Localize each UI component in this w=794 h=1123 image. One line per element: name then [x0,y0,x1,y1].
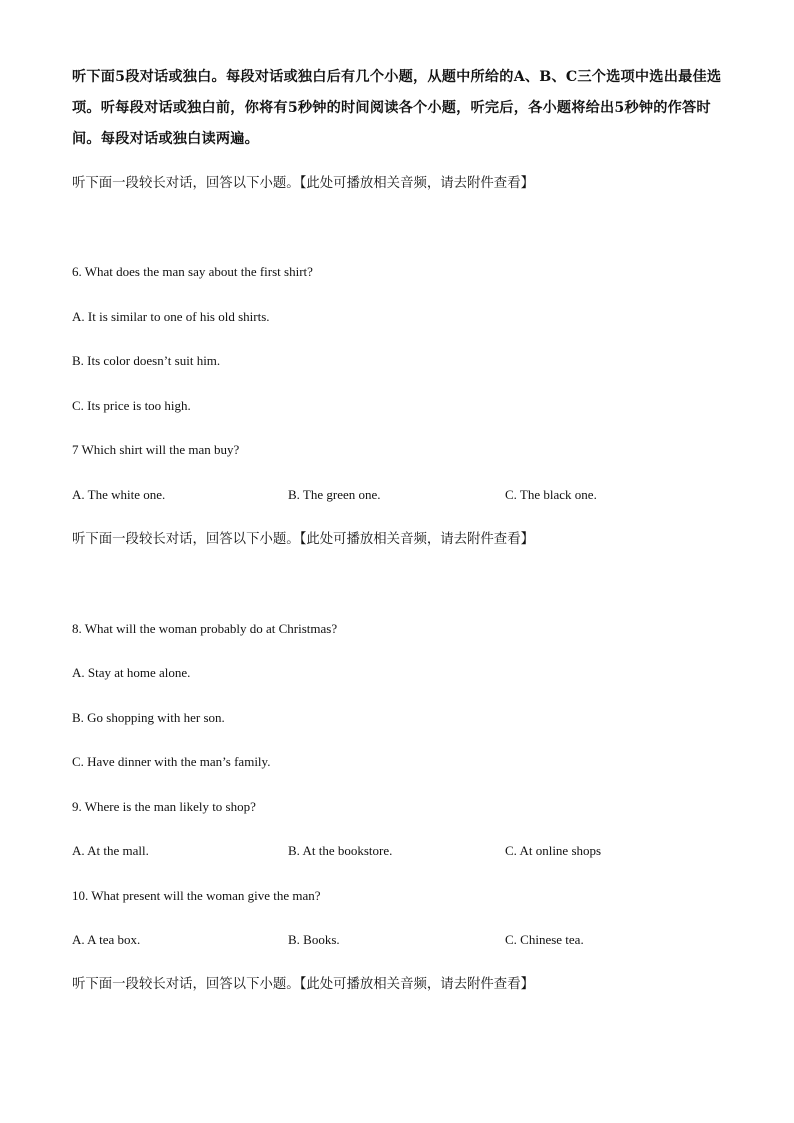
question-9-option-c: C. At online shops [505,843,602,858]
audio-note-1: 听下面一段较长对话，回答以下小题。【此处可播放相关音频，请去附件查看】 [72,176,534,191]
question-6-option-c: C. Its price is too high. [72,398,191,413]
question-8-option-a: A. Stay at home alone. [72,665,191,680]
question-9-option-a: A. At the mall. [72,843,149,858]
question-10: 10. What present will the woman give the man? [72,888,321,903]
question-6: 6. What does the man say about the first shirt? [72,264,313,279]
audio-note-3: 听下面一段较长对话，回答以下小题。【此处可播放相关音频，请去附件查看】 [72,977,534,992]
question-10-option-a: A. A tea box. [72,932,141,947]
question-10-option-c: C. Chinese tea. [505,932,584,947]
question-9-option-b: B. At the bookstore. [288,843,393,858]
question-10-option-b: B. Books. [288,932,340,947]
question-8: 8. What will the woman probably do at Christmas? [72,621,338,636]
question-8-option-b: B. Go shopping with her son. [72,710,225,725]
question-6-option-a: A. It is similar to one of his old shirts. [72,309,270,324]
question-7-option-a: A. The white one. [72,487,166,502]
question-6-option-b: B. Its color doesn’t suit him. [72,353,221,368]
question-7-option-b: B. The green one. [288,487,381,502]
audio-note-2: 听下面一段较长对话，回答以下小题。【此处可播放相关音频，请去附件查看】 [72,532,534,547]
question-8-option-c: C. Have dinner with the man’s family. [72,754,271,769]
question-7: 7 Which shirt will the man buy? [72,442,240,457]
section-instructions: 听下面5段对话或独白。每段对话或独白后有几个小题，从题中所给的A、B、C三个选项中选出最佳选项。听每段对话或独白前，你将有5秒钟的时间阅读各个小题，听完后，各小题将给出5秒钟的作答时间。每段对话或独白读两遍。 [72,69,722,147]
question-7-option-c: C. The black one. [505,487,597,502]
question-9: 9. Where is the man likely to shop? [72,799,256,814]
